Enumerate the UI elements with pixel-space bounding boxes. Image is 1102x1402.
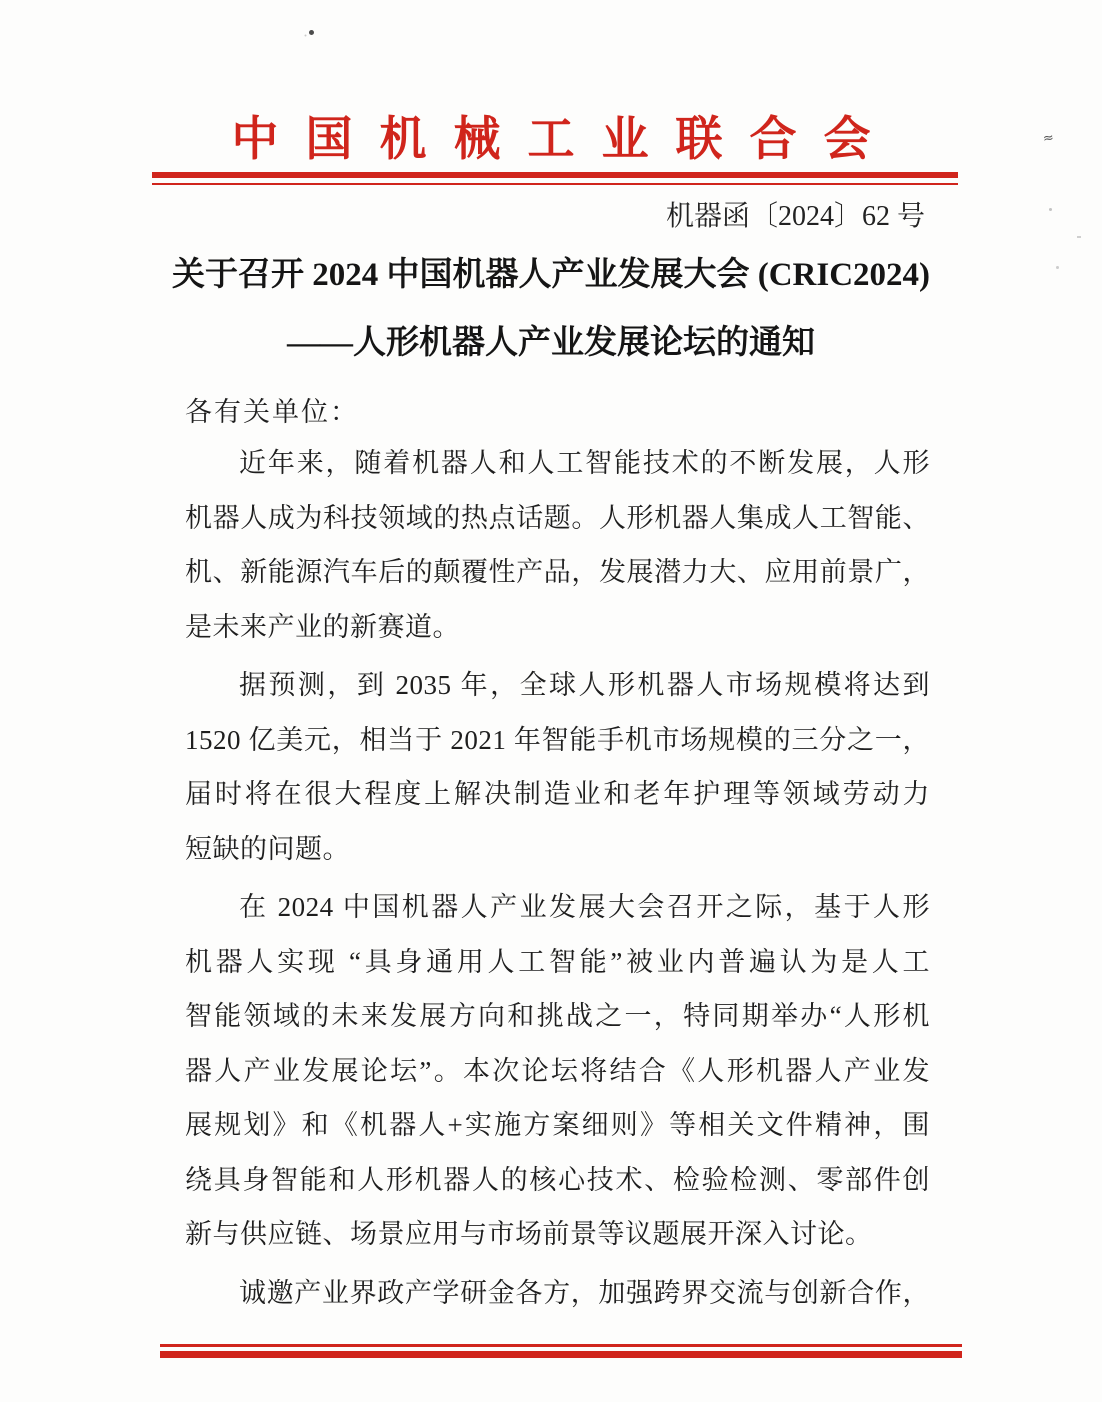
body-line: 短缺的问题。	[185, 833, 350, 864]
scan-squiggle-mark: ≈	[1042, 130, 1056, 147]
document-body	[185, 436, 930, 1320]
body-line: 新与供应链、场景应用与市场前景等议题展开深入讨论。	[185, 1219, 873, 1249]
scan-speck	[1077, 236, 1081, 238]
document-title-line2: ——人形机器人产业发展论坛的通知	[287, 325, 815, 361]
body-line: 据预测，到 2035 年，全球人形机器人市场规模将达到	[239, 670, 930, 700]
salutation: 各有关单位：	[185, 397, 359, 427]
document-title-line1: 关于召开 2024 中国机器人产业发展大会 (CRIC2024)	[171, 257, 931, 293]
paragraph	[185, 1266, 930, 1321]
body-line: 是未来产业的新赛道。	[185, 611, 460, 642]
scan-speck	[1049, 208, 1052, 211]
organization-letterhead: 中国机械工业联合会	[231, 114, 898, 166]
footer-rule-thin	[160, 1344, 962, 1347]
body-line: 在 2024 中国机器人产业发展大会召开之际，基于人形	[239, 892, 930, 922]
document-number: 机器函〔2024〕62 号	[665, 201, 925, 232]
body-line: 机器人实现 “具身通用人工智能”被业内普遍认为是人工	[185, 946, 930, 977]
body-line: 绕具身智能和人形机器人的核心技术、检验检测、零部件创	[185, 1164, 930, 1195]
letterhead-rule-thin	[152, 183, 958, 185]
paragraph	[185, 436, 930, 654]
body-line: 机、新能源汽车后的颠覆性产品，发展潜力大、应用前景广，	[185, 557, 930, 587]
scan-speck	[309, 30, 314, 35]
footer-rule-thick	[160, 1351, 962, 1358]
body-line: 1520 亿美元，相当于 2021 年智能手机市场规模的三分之一，	[185, 724, 930, 755]
body-line: 机器人成为科技领域的热点话题。人形机器人集成人工智能、	[185, 502, 930, 533]
scan-speck	[1056, 266, 1059, 269]
body-line: 近年来，随着机器人和人工智能技术的不断发展，人形	[239, 448, 930, 478]
paragraph	[185, 880, 930, 1262]
body-line: 器人产业发展论坛”。本次论坛将结合《人形机器人产业发	[185, 1055, 930, 1086]
letterhead-rule-thick	[152, 172, 958, 178]
body-line: 智能领域的未来发展方向和挑战之一，特同期举办“人形机	[185, 1001, 930, 1031]
body-line: 展规划》和《机器人+实施方案细则》等相关文件精神，围	[185, 1110, 930, 1140]
body-line: 诚邀产业界政产学研金各方，加强跨界交流与创新合作，	[239, 1277, 930, 1308]
body-line: 届时将在很大程度上解决制造业和老年护理等领域劳动力	[185, 779, 930, 809]
paragraph	[185, 658, 930, 876]
